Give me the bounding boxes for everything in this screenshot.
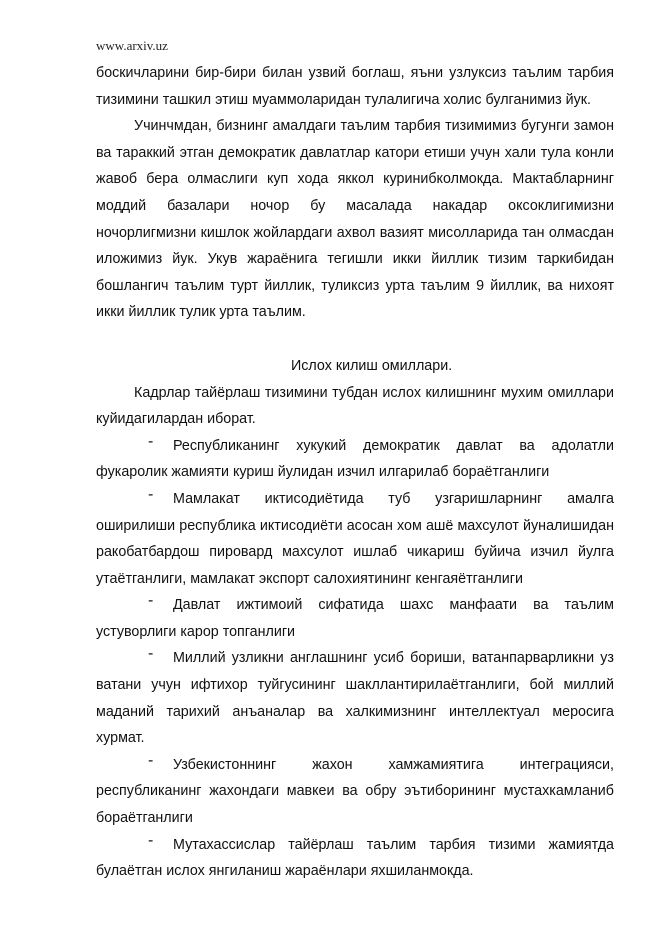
list-item — [96, 486, 614, 592]
list-item-text: Республиканинг хукукий демократик давлат ва адолатли фукаролик жамияти куриш йулидан изчил илгарилаб бораётганлиги — [96, 437, 614, 481]
list-dash: - — [148, 592, 154, 610]
document-body — [96, 60, 614, 885]
list-item-text: Давлат ижтимоий сифатида шахс манфаати ва таълим устуворлиги карор топганлиги — [96, 597, 614, 640]
list-item-text: Мутахассислар тайёрлаш таълим тарбия тизими жамиятда булаётган ислох янгиланиш жараёнлари яхшиланмокда. — [96, 836, 614, 880]
list-item — [96, 832, 614, 885]
blank-line — [96, 326, 614, 353]
list-item-text: Миллий узликни англашнинг усиб бориши, ватанпарварликни уз ватани учун ифтихор туйгусининг шакллантирилаётганлиги, бой миллий маданий тарихий анъаналар ва халкимизнинг интеллектуал меросига хурмат. — [96, 650, 614, 747]
paragraph-current-state: Учинчмдан, бизнинг амалдаги таълим тарбия тизимимиз бугунги замон ва тараккий этган демократик давлатлар катори етиши учун хали тула конли жавоб бера олмаслиги куп хода яккол куринибколмокда. Мактабларнинг моддий базалари ночор бу масалада накадар оксоклигимизни ночорлигмизни кишлок жойлардаги ахвол вазият мисолларида тан олмасдан иложимиз йук. Укув жараёнига тегишли икки йиллик тизим таркибидан бошлангич таълим турт йиллик, туликсиз урта таълим 9 йиллик, ва нихоят икки йиллик тулик урта таълим. — [96, 118, 614, 321]
list-dash: - — [148, 751, 154, 769]
list-item — [96, 592, 614, 645]
list-item-text: Узбекистоннинг жахон хамжамиятига интеграцияси, республиканинг жахондаги мавкеи ва обру эътиборининг мустахкамланиб бораётганлиги — [96, 756, 614, 827]
paragraph-intro-factors: Кадрлар тайёрлаш тизимини тубдан ислох килишнинг мухим омиллари куйидагилардан иборат. — [96, 384, 614, 428]
list-item — [96, 433, 614, 486]
list-item — [96, 752, 614, 832]
list-item-text: Мамлакат иктисодиётида туб узгаришларнинг амалга оширилиши республика иктисодиёти асосан хом ашё махсулот йуналишидан ракобатбардош пировард махсулот ишлаб чикариш буйича изчил йулга утаётганлиги, мамлакат экспорт салохиятининг кенгаяётганлиги — [96, 490, 614, 587]
paragraph-continuation: боскичларини бир-бири билан узвий боглаш, яъни узлуксиз таълим тарбия тизимини ташкил этиш муаммоларидан тулалигича холис булганимиз йук. — [96, 65, 614, 108]
site-url: www.arxiv.uz — [96, 38, 168, 53]
section-heading: Ислох килиш омиллари. — [291, 357, 453, 374]
list-item — [96, 645, 614, 751]
list-dash: - — [148, 645, 154, 663]
list-dash: - — [148, 831, 154, 849]
list-dash: - — [148, 485, 154, 503]
list-dash: - — [148, 432, 154, 450]
